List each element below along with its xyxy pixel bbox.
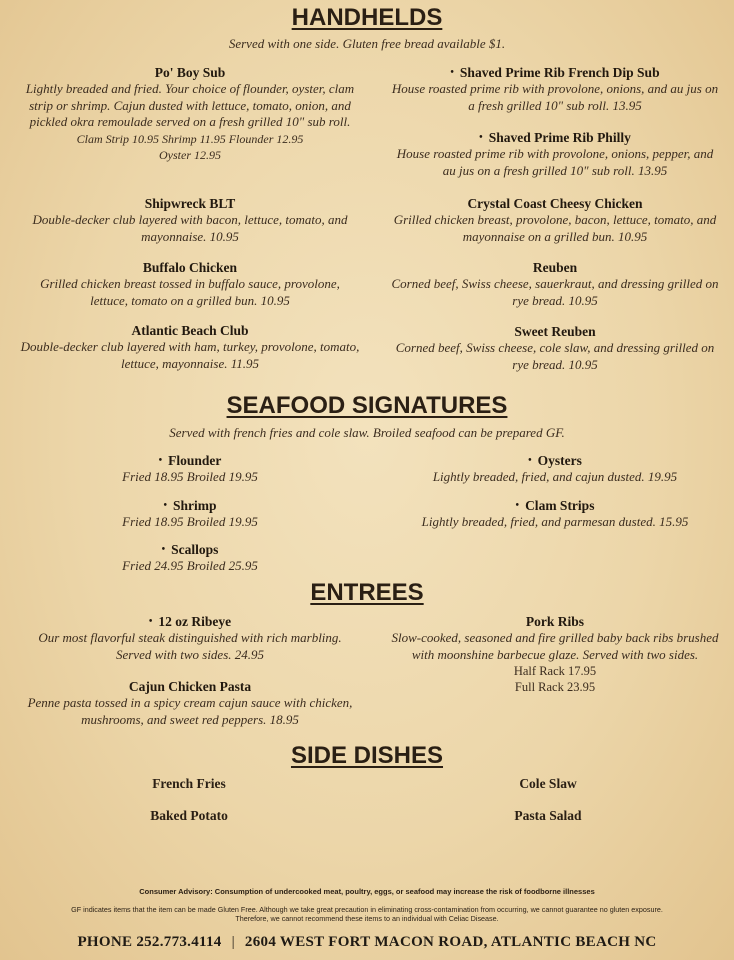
menu-item-shrimp: [20, 497, 360, 531]
bullet-icon: •: [515, 500, 520, 511]
item-price-line: Oyster 12.95: [159, 147, 221, 162]
item-desc: Slow-cooked, seasoned and fire grilled baby back ribs brushed with moonshine barbecue glaze. Served with two sides.: [391, 630, 719, 662]
section-title-side-dishes: SIDE DISHES: [290, 742, 444, 769]
bullet-icon: •: [163, 500, 167, 511]
item-desc: Double-decker club layered with ham, turkey, provolone, tomato, lettuce, mayonnaise. 11.95: [20, 339, 360, 371]
menu-item-prime-rib-philly: [390, 129, 720, 179]
menu-item-reuben: [390, 259, 720, 309]
item-name: Reuben: [532, 260, 578, 275]
celiac-disclaimer: Therefore, we cannot recommend these items to an individual with Celiac Disease.: [235, 914, 499, 923]
item-name: Oysters: [537, 453, 582, 468]
menu-item-sweet-reuben: [390, 323, 720, 373]
item-desc: Penne pasta tossed in a spicy cream cajun sauce with chicken, mushrooms, and sweet red peppers. 18.95: [27, 695, 353, 727]
menu-item-clam-strips: [390, 497, 720, 531]
phone-number: PHONE 252.773.4114: [77, 934, 222, 950]
menu-item-flounder: [20, 452, 360, 486]
bullet-icon: •: [450, 67, 454, 78]
item-name: Crystal Coast Cheesy Chicken: [467, 196, 643, 211]
bullet-icon: •: [158, 455, 163, 466]
bullet-icon: •: [479, 132, 483, 143]
item-desc: Our most flavorful steak distinguished with rich marbling. Served with two sides. 24.95: [38, 630, 342, 662]
item-name: Atlantic Beach Club: [131, 323, 249, 338]
bullet-icon: •: [528, 455, 532, 466]
item-desc: Lightly breaded and fried. Your choice of flounder, oyster, clam strip or shrimp. Cajun dusted with lettuce, tomato, onion, and pickled okra remoulade served on a fresh grilled 10" sub roll.: [25, 81, 355, 129]
item-name: Sweet Reuben: [514, 324, 596, 339]
menu-item-oysters: [390, 452, 720, 486]
gf-disclaimer: GF indicates items that the item can be made Gluten Free. Although we take great precaution in eliminating cross-contamination from occurring, we cannot guarantee no gluten exposure.: [71, 905, 663, 914]
item-desc: Fried 18.95 Broiled 19.95: [122, 469, 258, 484]
item-name: Scallops: [171, 542, 219, 557]
item-desc: House roasted prime rib with provolone, onions, pepper, and au jus on a fresh grilled 10" sub roll. 13.95: [396, 146, 714, 178]
consumer-advisory: Consumer Advisory: Consumption of undercooked meat, poultry, eggs, or seafood may increase the risk of foodborne illnesses: [139, 887, 595, 896]
menu-item-buffalo-chicken: [20, 259, 360, 309]
side-item-cole-slaw: Cole Slaw: [519, 776, 577, 791]
item-name: Po' Boy Sub: [154, 65, 226, 80]
item-name: Flounder: [168, 453, 222, 468]
menu-item-pork-ribs: [390, 613, 720, 695]
item-name: Clam Strips: [525, 498, 595, 513]
item-price-half-rack: Half Rack 17.95: [513, 664, 597, 678]
item-name: 12 oz Ribeye: [158, 614, 232, 629]
section-title-entrees: ENTREES: [310, 579, 424, 606]
item-desc: Corned beef, Swiss cheese, sauerkraut, and dressing grilled on rye bread. 10.95: [391, 276, 719, 308]
item-name: Shrimp: [173, 498, 217, 513]
side-item-baked-potato: Baked Potato: [150, 808, 228, 823]
section-subtitle-seafood: Served with french fries and cole slaw. Broiled seafood can be prepared GF.: [169, 425, 565, 440]
menu-item-cheesy-chicken: [390, 195, 720, 245]
item-name: Shaved Prime Rib Philly: [488, 130, 631, 145]
item-name: Cajun Chicken Pasta: [128, 679, 252, 694]
side-item-pasta-salad: Pasta Salad: [514, 808, 582, 823]
menu-item-po-boy-sub: [20, 64, 360, 163]
menu-item-french-dip-sub: [390, 64, 720, 114]
address: 2604 WEST FORT MACON ROAD, ATLANTIC BEACH NC: [244, 934, 657, 950]
item-desc: Fried 24.95 Broiled 25.95: [122, 558, 258, 573]
item-name: Shaved Prime Rib French Dip Sub: [459, 65, 660, 80]
item-name: Pork Ribs: [525, 614, 585, 629]
bullet-icon: •: [161, 544, 166, 555]
section-subtitle-handhelds: Served with one side. Gluten free bread available $1.: [228, 36, 506, 51]
contact-footer: [0, 934, 734, 951]
side-item-french-fries: French Fries: [152, 776, 226, 791]
item-desc: Grilled chicken breast, provolone, bacon, lettuce, tomato, and mayonnaise on a grilled bun. 10.95: [393, 212, 717, 244]
menu-item-shipwreck-blt: [20, 195, 360, 245]
item-desc: Lightly breaded, fried, and parmesan dusted. 15.95: [421, 514, 689, 529]
item-desc: Corned beef, Swiss cheese, cole slaw, and dressing grilled on rye bread. 10.95: [395, 340, 715, 372]
menu-item-ribeye: [20, 613, 360, 663]
menu-item-cajun-chicken-pasta: [20, 678, 360, 728]
item-desc: Fried 18.95 Broiled 19.95: [122, 514, 258, 529]
item-desc: Lightly breaded, fried, and cajun dusted. 19.95: [432, 469, 678, 484]
menu-item-atlantic-beach-club: [20, 322, 360, 372]
footer-separator: |: [231, 934, 235, 950]
section-title-seafood: SEAFOOD SIGNATURES: [226, 392, 508, 419]
item-desc: Grilled chicken breast tossed in buffalo sauce, provolone, lettuce, tomato on a grilled bun. 10.95: [40, 276, 340, 308]
item-price-line: Clam Strip 10.95 Shrimp 11.95 Flounder 12.95: [76, 131, 304, 146]
item-price-full-rack: Full Rack 23.95: [514, 680, 596, 694]
item-desc: House roasted prime rib with provolone, onions, and au jus on a fresh grilled 10" sub roll. 13.95: [391, 81, 719, 113]
bullet-icon: •: [148, 616, 153, 627]
menu-item-scallops: [20, 541, 360, 575]
item-name: Shipwreck BLT: [144, 196, 236, 211]
item-desc: Double-decker club layered with bacon, lettuce, tomato, and mayonnaise. 10.95: [32, 212, 348, 244]
section-title-handhelds: HANDHELDS: [291, 4, 443, 31]
item-name: Buffalo Chicken: [142, 260, 238, 275]
